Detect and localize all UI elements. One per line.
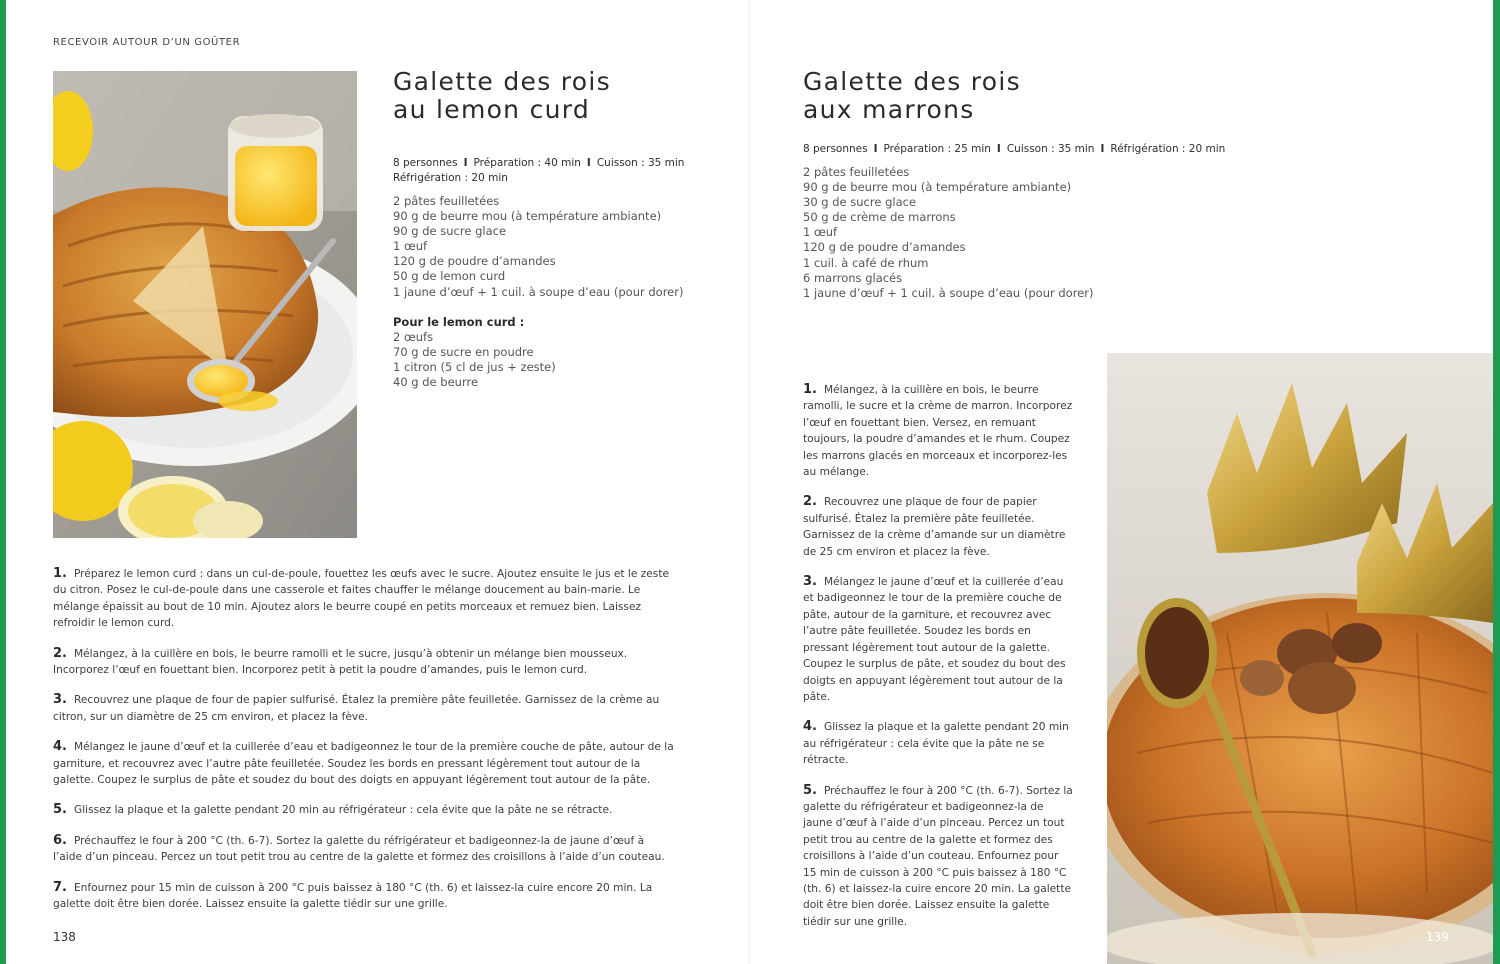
ingredient: 1 jaune d’œuf + 1 cuil. à soupe d’eau (pour dorer): [803, 285, 1094, 300]
ingredient: 90 g de beurre mou (à température ambiante): [393, 209, 662, 224]
step-text: Mélangez le jaune d’œuf et la cuillerée d’eau et badigeonnez le tour de la première couche de pâte, autour de la garniture, et recouvrez avec l’autre pâte feuilletée. Soudez les bords en pressant légèrement tout autour de la galette. Coupez le surplus de pâte et soudez du bout des doigts en appuyant légèrement tout autour de la pâte.: [53, 741, 674, 787]
title-line: aux marrons: [803, 95, 975, 124]
step-number: 5.: [53, 802, 67, 818]
step-number: 5.: [803, 782, 817, 798]
separator: I: [463, 157, 468, 169]
separator: I: [873, 143, 878, 155]
ingredient: 120 g de poudre d’amandes: [803, 240, 966, 255]
step-text: Recouvrez une plaque de four de papier sulfurisé. Étalez la première pâte feuilletée. Garnissez de la crème au citron, sur un diamètre de 25 cm environ, et placez la fève.: [53, 694, 660, 723]
spacer: [393, 300, 683, 315]
ingredient: 1 cuil. à café de rhum: [803, 255, 929, 270]
ingredient: 30 g de sucre glace: [803, 195, 917, 210]
ingredient: 90 g de sucre glace: [393, 224, 507, 239]
step-text: Recouvrez une plaque de four de papier sulfurisé. Étalez la première pâte feuilletée. Garnissez de la crème d’amande sur un diamètre de 25 cm environ et placez la fève.: [803, 496, 1066, 558]
step: [803, 719, 1075, 768]
step: [803, 574, 1075, 705]
ingredient: 2 pâtes feuilletées: [803, 165, 910, 179]
lemon-curd-subheading: Pour le lemon curd :: [393, 314, 525, 329]
title-line: Galette des rois: [803, 67, 1021, 96]
step-text: Préchauffez le four à 200 °C (th. 6-7). Sortez la galette du réfrigérateur et badigeonnez-la de jaune d’œuf à l’aide d’un pinceau. Percez un tout petit trou au centre de la galette et formez des croisillons à l’aide d’un couteau.: [53, 834, 665, 864]
step: [53, 739, 675, 788]
step-number: 3.: [803, 574, 817, 590]
method-steps-lemon-curd: [53, 566, 675, 927]
step: [53, 566, 675, 632]
separator: I: [996, 143, 1001, 155]
prep-time: Préparation : 25 min: [883, 143, 991, 155]
ingredient: 90 g de beurre mou (à température ambiante): [803, 180, 1072, 195]
running-head: RECEVOIR AUTOUR D’UN GOÛTER: [53, 37, 241, 48]
step-number: 1.: [803, 382, 817, 397]
step-text: Enfournez pour 15 min de cuisson à 200 °C puis baissez à 180 °C (th. 6) et laissez-la cuire encore 20 min. La galette doit être bien dorée. Laissez ensuite la galette tiédir sur une grille.: [53, 881, 653, 911]
step: [803, 494, 1075, 560]
ingredient: 1 œuf: [393, 239, 428, 254]
step-number: 2.: [803, 494, 817, 510]
step-text: Glissez la plaque et la galette pendant 20 min au réfrigérateur : cela évite que la pâte ne se rétracte.: [803, 721, 1069, 767]
ingredient: 40 g de beurre: [393, 375, 479, 390]
prep-time: Préparation : 40 min: [473, 157, 581, 169]
step-number: 3.: [53, 692, 67, 708]
step-number: 7.: [53, 879, 67, 895]
ingredient: 50 g de lemon curd: [393, 269, 506, 284]
step-number: 4.: [53, 739, 67, 755]
recipe-meta-marrons: [803, 142, 1225, 157]
ingredient: 1 œuf: [803, 225, 838, 240]
separator: I: [586, 157, 591, 169]
step-text: Mélangez le jaune d’œuf et la cuillerée d’eau et badigeonnez le tour de la première couche de pâte, autour de la garniture, et recouvrez avec l’autre pâte feuilletée. Soudez les bords en pressant légèrement tout autour de la galette. Coupez le surplus de pâte, et soudez du bout des doigts en appuyant légèrement tout autour de la pâte.: [803, 576, 1066, 703]
step: [53, 833, 675, 866]
cook-time: Cuisson : 35 min: [1006, 143, 1095, 155]
step: [803, 382, 1075, 480]
method-steps-marrons: [803, 382, 1075, 944]
step-text: Mélangez, à la cuillère en bois, le beurre ramolli et le sucre, jusqu’à obtenir un mélange bien mousseux. Incorporez l’œuf en fouettant bien. Incorporez petit à petit la poudre d’amandes, puis le lemon curd.: [53, 647, 628, 677]
chill-time: Réfrigération : 20 min: [1110, 143, 1226, 155]
galette-lemon-curd-photo: [53, 71, 357, 538]
ingredient: 6 marrons glacés: [803, 270, 903, 285]
green-page-edge-right: [1493, 0, 1500, 964]
step-number: 2.: [53, 645, 67, 661]
ingredient-list-lemon-curd: [393, 194, 683, 390]
step: [53, 646, 675, 679]
title-line: au lemon curd: [393, 95, 591, 124]
servings: 8 personnes: [803, 143, 868, 155]
ingredient: 70 g de sucre en poudre: [393, 344, 534, 359]
green-page-edge-left: [0, 0, 6, 964]
ingredient: 2 œufs: [393, 329, 434, 344]
page-number-left: 138: [53, 930, 76, 944]
separator: I: [1100, 143, 1105, 155]
meta-line: [393, 156, 684, 171]
ingredient: 2 pâtes feuilletées: [393, 194, 500, 208]
recipe-meta-lemon-curd: [393, 156, 684, 186]
step-number: 6.: [53, 832, 67, 848]
galette-marrons-photo: [1107, 353, 1493, 964]
step: [53, 692, 675, 725]
ingredient: 50 g de crème de marrons: [803, 210, 956, 225]
ingredient: 1 jaune d’œuf + 1 cuil. à soupe d’eau (pour dorer): [393, 284, 684, 299]
recipe-title-lemon-curd: [393, 68, 611, 124]
step: [53, 880, 675, 913]
step-number: 1.: [53, 566, 67, 581]
step-text: Préchauffez le four à 200 °C (th. 6-7). Sortez la galette du réfrigérateur et badigeonnez-la de jaune d’œuf à l’aide d’un pinceau. Percez un tout petit trou au centre de la galette et formez des croisillons à l’aide d’un couteau. Enfournez pour 15 min de cuisson à 200 °C puis baissez à 180 °C (th. 6) et laissez-la cuire encore 20 min. La galette doit être bien dorée. Laissez ensuite la galette tiédir sur une grille.: [803, 784, 1073, 928]
step-number: 4.: [803, 719, 817, 735]
ingredient: 120 g de poudre d’amandes: [393, 254, 556, 269]
step: [53, 802, 675, 818]
recipe-title-marrons: [803, 68, 1021, 124]
servings: 8 personnes: [393, 157, 458, 169]
page-number-right: 139: [1426, 930, 1449, 944]
page-gutter: [749, 0, 750, 964]
chill-time: Réfrigération : 20 min: [393, 172, 508, 184]
ingredient: 1 citron (5 cl de jus + zeste): [393, 359, 556, 374]
step-text: Mélangez, à la cuillère en bois, le beurre ramolli, le sucre et la crème de marron. Incorporez l’œuf en fouettant bien. Versez, en remuant toujours, la poudre d’amandes et le rhum. Coupez les marrons glacés en morceaux et incorporez-les au mélange.: [803, 384, 1073, 479]
cook-time: Cuisson : 35 min: [596, 157, 685, 169]
step-text: Préparez le lemon curd : dans un cul-de-poule, fouettez les œufs avec le sucre. Ajoutez ensuite le jus et le zeste du citron. Posez le cul-de-poule dans une casserole et faites chauffer le mélange doucement au bain-marie. Le mélange épaissit au bout de 10 min. Ajoutez alors le beurre coupé en petits morceaux et remuez bien. Laissez refroidir le lemon curd.: [53, 568, 670, 630]
title-line: Galette des rois: [393, 67, 611, 96]
step: [803, 783, 1075, 931]
ingredient-list-marrons: [803, 165, 1093, 301]
step-text: Glissez la plaque et la galette pendant 20 min au réfrigérateur : cela évite que la pâte ne se rétracte.: [73, 804, 613, 817]
